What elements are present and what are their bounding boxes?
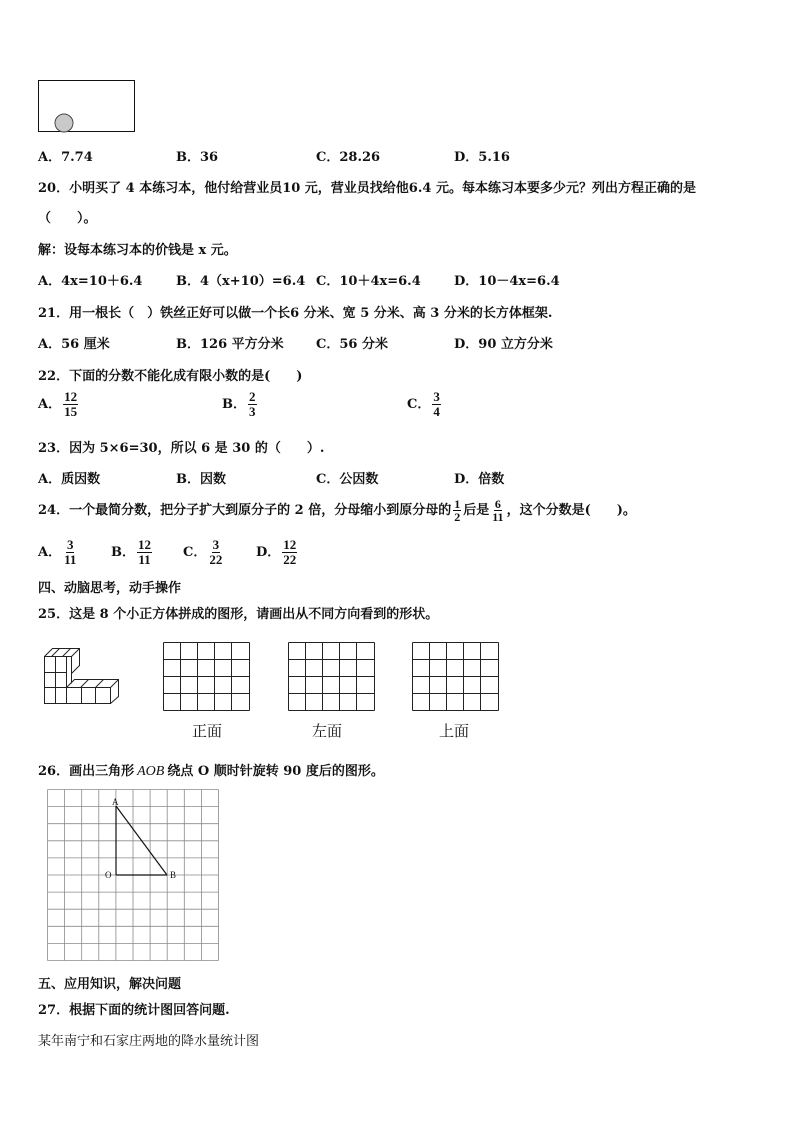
q19-figure <box>38 80 136 138</box>
q23-option-b[interactable]: B．因数 <box>176 472 226 487</box>
q23-stem: 23．因为 5×6=30，所以 6 是 30 的（ ）. <box>38 441 325 456</box>
q24-fraction-six-elevenths: $\frac{6}{11}$ <box>492 497 504 524</box>
q23-option-a[interactable]: A．质因数 <box>38 472 101 487</box>
q26-stem <box>38 760 384 780</box>
q24-stem-part2: 后是 <box>463 503 490 518</box>
q21-option-c[interactable]: C．56 分米 <box>316 337 388 352</box>
left-view-grid[interactable] <box>288 642 376 712</box>
q22-stem: 22．下面的分数不能化成有限小数的是( ) <box>38 369 303 384</box>
q20-stem-line2: （ ）。 <box>38 211 97 226</box>
q24-option-d-label: D． <box>256 545 281 560</box>
point-a-label: A <box>112 797 119 807</box>
q21-option-b[interactable]: B．126 平方分米 <box>176 337 284 352</box>
q21-option-d[interactable]: D．90 立方分米 <box>454 337 553 352</box>
cubes-drawing <box>44 646 126 706</box>
q19-option-c[interactable]: C．28.26 <box>316 150 381 165</box>
q23-option-d[interactable]: D．倍数 <box>454 472 505 487</box>
q24-option-b-fraction: $\frac{12}{11}$ <box>138 537 151 567</box>
q22-option-b-label: B． <box>222 397 246 412</box>
q24-stem <box>38 498 636 523</box>
q24-option-a[interactable] <box>38 538 79 567</box>
q20-solution: 解：设每本练习本的价钱是 x 元。 <box>38 243 237 258</box>
section-5-heading: 五、应用知识，解决问题 <box>38 977 182 992</box>
q22-option-a[interactable] <box>38 390 80 419</box>
q27-stem: 27．根据下面的统计图回答问题. <box>38 1003 230 1018</box>
q20-option-c[interactable]: C．10＋4x=6.4 <box>316 274 421 289</box>
point-b-label: B <box>170 870 177 880</box>
q21-option-a[interactable]: A．56 厘米 <box>38 337 110 352</box>
q22-option-a-label: A． <box>38 397 62 412</box>
label-left-view: 左面 <box>312 722 343 740</box>
q22-option-c-label: C． <box>407 397 431 412</box>
q27-chart-title: 某年南宁和石家庄两地的降水量统计图 <box>38 1034 260 1049</box>
front-view-grid[interactable] <box>163 642 251 712</box>
q21-stem: 21．用一根长（ ）铁丝正好可以做一个长6 分米、宽 5 分米、高 3 分米的长方体框架. <box>38 306 553 321</box>
q22-option-b-fraction: $\frac{2}{3}$ <box>249 389 256 419</box>
label-top-view: 上面 <box>439 722 470 740</box>
q25-grid-left[interactable] <box>288 642 376 716</box>
q23-option-c[interactable]: C．公因数 <box>316 472 379 487</box>
q24-option-c-label: C． <box>183 545 207 560</box>
q19-option-b[interactable]: B．36 <box>176 150 219 165</box>
q25-stem: 25．这是 8 个小正方体拼成的图形，请画出从不同方向看到的形状。 <box>38 607 439 622</box>
q26-triangle-name: AOB <box>137 764 165 779</box>
q19-option-a[interactable]: A．7.74 <box>38 150 93 165</box>
q20-option-d[interactable]: D．10－4x=6.4 <box>454 274 560 289</box>
q24-option-b-label: B． <box>111 545 135 560</box>
q22-option-b[interactable] <box>222 390 259 419</box>
q24-option-a-fraction: $\frac{3}{11}$ <box>64 537 77 567</box>
q25-grid-front[interactable] <box>163 642 251 716</box>
point-o-label: O <box>105 870 112 880</box>
q24-option-b[interactable] <box>111 538 154 567</box>
q22-option-c-fraction: $\frac{3}{4}$ <box>433 389 440 419</box>
q20-stem-line1: 20．小明买了 4 本练习本，他付给营业员10 元，营业员找给他6.4 元。每本练习本要多少元？列出方程正确的是 <box>38 181 696 196</box>
q24-stem-part1: 24．一个最简分数，把分子扩大到原分子的 2 倍，分母缩小到原分母的 <box>38 503 452 518</box>
q20-option-a[interactable]: A．4x=10＋6.4 <box>38 274 143 289</box>
q25-cube-figure <box>44 646 126 710</box>
q24-option-c-fraction: $\frac{3}{22}$ <box>209 537 223 567</box>
q20-option-b[interactable]: B．4（x+10）=6.4 <box>176 274 306 289</box>
rectangle-circle-figure <box>38 80 136 134</box>
q24-option-d[interactable] <box>256 538 299 567</box>
q26-stem-part1: 26．画出三角形 <box>38 764 135 779</box>
q24-option-d-fraction: $\frac{12}{22}$ <box>283 537 297 567</box>
q24-fraction-half: $\frac{1}{2}$ <box>454 497 461 524</box>
section-4-heading: 四、动脑思考，动手操作 <box>38 581 182 596</box>
q26-rotation-grid[interactable] <box>47 789 219 965</box>
q24-option-a-label: A． <box>38 545 62 560</box>
label-front-view: 正面 <box>192 722 223 740</box>
q24-option-c[interactable] <box>183 538 225 567</box>
q26-stem-part2: 绕点 O 顺时针旋转 90 度后的图形。 <box>167 764 384 779</box>
rotation-grid-drawing[interactable] <box>47 789 219 961</box>
top-view-grid[interactable] <box>412 642 500 712</box>
q24-stem-part3: ，这个分数是( )。 <box>506 503 636 518</box>
q22-option-a-fraction: $\frac{12}{15}$ <box>64 389 78 419</box>
q25-grid-top[interactable] <box>412 642 500 716</box>
q22-option-c[interactable] <box>407 390 443 419</box>
q19-option-d[interactable]: D．5.16 <box>454 150 510 165</box>
